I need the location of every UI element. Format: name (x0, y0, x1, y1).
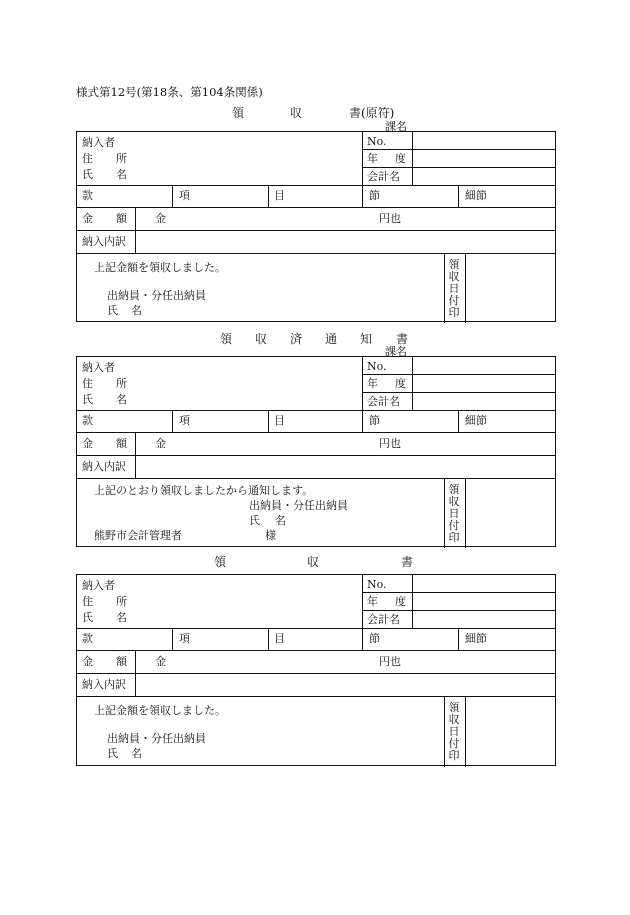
notice-form (76, 356, 556, 547)
receipt-message: 上記金額を領収しました。 (94, 261, 226, 274)
code-setsu: 節 (369, 414, 380, 427)
title-char: 収 (290, 106, 303, 120)
amount-suffix: 円也 (379, 212, 401, 225)
date-stamp-label: 領収日付印 (448, 701, 460, 762)
year-label-1: 年 (367, 152, 378, 165)
amount-prefix: 金 (155, 437, 166, 450)
name-label-1: 氏 (82, 168, 93, 181)
officer-label: 出納員・分任出納員 (249, 499, 348, 512)
name-label-1: 氏 (82, 611, 93, 624)
code-kou: 項 (179, 414, 190, 427)
no-label: No. (367, 578, 387, 591)
title-char: 書(原符) (349, 106, 395, 120)
code-moku: 目 (274, 632, 285, 645)
amount-suffix: 円也 (379, 437, 401, 450)
code-kou: 項 (179, 632, 190, 645)
address-label-1: 住 (82, 377, 93, 390)
form-header: 様式第12号(第18条、第104条関係) (76, 85, 263, 99)
title-char: 収 (307, 555, 320, 569)
amount-label-1: 金 (82, 655, 93, 668)
details-label: 納入内訳 (82, 678, 126, 691)
title-char: 通 (325, 332, 338, 346)
address-label-1: 住 (82, 595, 93, 608)
address-label-2: 所 (116, 377, 127, 390)
amount-suffix: 円也 (379, 655, 401, 668)
code-kan: 款 (82, 632, 93, 645)
name-label-2: 名 (116, 393, 127, 406)
officer-name-1: 氏 (249, 514, 260, 527)
amount-prefix: 金 (155, 212, 166, 225)
code-saisetsu: 細節 (465, 189, 487, 202)
officer-name-1: 氏 (107, 304, 118, 317)
address-label-1: 住 (82, 152, 93, 165)
no-label: No. (367, 135, 387, 148)
officer-name-2: 名 (131, 304, 142, 317)
title-char: 書 (396, 332, 409, 346)
name-label-2: 名 (116, 611, 127, 624)
title-char: 済 (290, 332, 303, 346)
account-label: 会計名 (367, 170, 400, 183)
amount-label-1: 金 (82, 437, 93, 450)
code-moku: 目 (274, 414, 285, 427)
code-saisetsu: 細節 (465, 414, 487, 427)
officer-name-2: 名 (275, 514, 286, 527)
payer-label: 納入者 (82, 361, 115, 374)
year-label-1: 年 (367, 595, 378, 608)
code-kan: 款 (82, 414, 93, 427)
amount-label-2: 額 (116, 212, 127, 225)
name-label-1: 氏 (82, 393, 93, 406)
amount-label-1: 金 (82, 212, 93, 225)
address-label-2: 所 (116, 152, 127, 165)
honorific-label: 様 (265, 529, 276, 542)
title-char: 領 (232, 106, 245, 120)
notice-message: 上記のとおり領収しましたから通知します。 (94, 484, 314, 497)
code-setsu: 節 (369, 632, 380, 645)
officer-label: 出納員・分任出納員 (107, 732, 206, 745)
payer-label: 納入者 (82, 136, 115, 149)
year-label-1: 年 (367, 377, 378, 390)
title-char: 領 (214, 555, 227, 569)
year-label-2: 度 (395, 377, 406, 390)
account-label: 会計名 (367, 613, 400, 626)
amount-prefix: 金 (155, 655, 166, 668)
title-char: 収 (255, 332, 268, 346)
payer-label: 納入者 (82, 579, 115, 592)
name-label-2: 名 (116, 168, 127, 181)
date-stamp-label: 領収日付印 (448, 258, 460, 319)
account-label: 会計名 (367, 395, 400, 408)
date-stamp-label: 領収日付印 (448, 483, 460, 544)
title-char: 知 (360, 332, 373, 346)
details-label: 納入内訳 (82, 235, 126, 248)
amount-label-2: 額 (116, 655, 127, 668)
officer-name-1: 氏 (107, 747, 118, 760)
receipt-form (76, 131, 556, 322)
year-label-2: 度 (395, 595, 406, 608)
receipt-form (76, 574, 556, 766)
section-name-label: 課名 (385, 120, 407, 133)
code-setsu: 節 (369, 189, 380, 202)
addressee-label: 熊野市会計管理者 (94, 529, 182, 542)
section-name-label: 課名 (385, 345, 407, 358)
title-char: 領 (220, 332, 233, 346)
year-label-2: 度 (395, 152, 406, 165)
details-label: 納入内訳 (82, 460, 126, 473)
officer-name-2: 名 (131, 747, 142, 760)
address-label-2: 所 (116, 595, 127, 608)
code-kan: 款 (82, 189, 93, 202)
no-label: No. (367, 360, 387, 373)
code-moku: 目 (274, 189, 285, 202)
officer-label: 出納員・分任出納員 (107, 289, 206, 302)
receipt-message: 上記金額を領収しました。 (94, 704, 226, 717)
code-kou: 項 (179, 189, 190, 202)
title-char: 書 (401, 555, 414, 569)
amount-label-2: 額 (116, 437, 127, 450)
code-saisetsu: 細節 (465, 632, 487, 645)
